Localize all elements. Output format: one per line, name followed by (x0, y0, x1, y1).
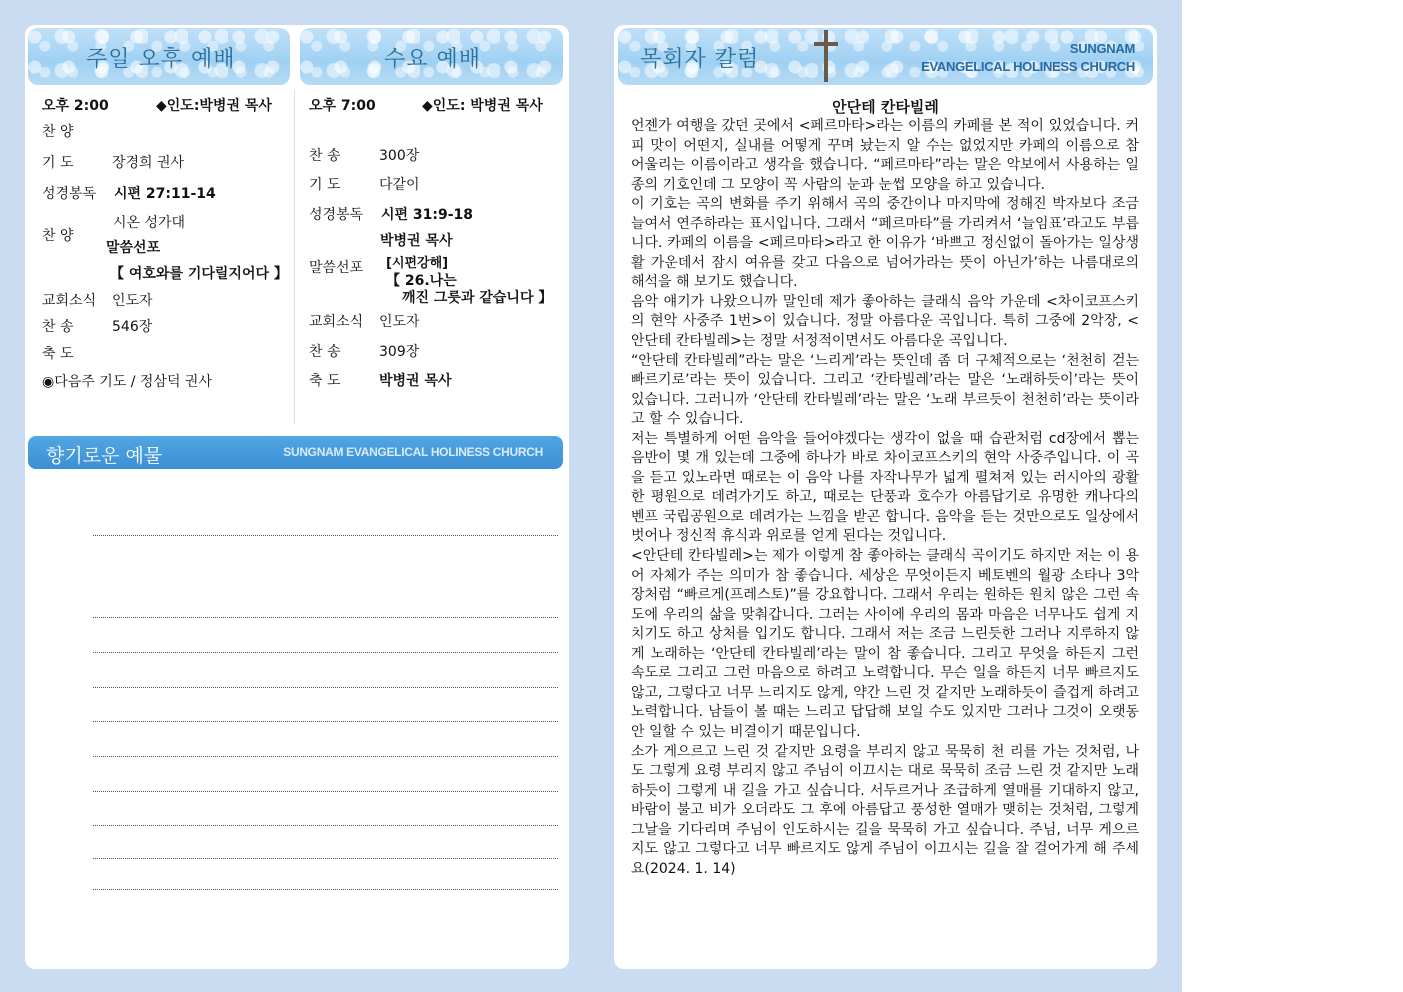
next-week-prayer: ◉다음주 기도 / 정삼덕 권사 (42, 374, 212, 390)
wednesday-service-header (300, 28, 563, 85)
program-row: 축 도 (42, 346, 74, 362)
program-row: 찬 양 (42, 228, 74, 244)
column-paragraph: 언젠가 여행을 갔던 곳에서 <페르마타>라는 이름의 카페를 본 적이 있었습니다. 커피 맛이 어떤지, 실내를 어떻게 꾸며 놨는지 알 수는 없었지만 카페의 이름으로 참 어울리는 이름이라고 생각을 했습니다. “페르마타”라는 말은 악보에서 사용하는 일종의 기호인데 그 모양이 꼭 사람의 눈과 눈썹 모양을 하고 있습니다. (631, 118, 1139, 193)
program-row: 말씀선포 (309, 260, 364, 276)
program-row: 찬 양 (42, 124, 74, 140)
column-title: 안단테 칸타빌레 (832, 98, 939, 116)
offering-line (93, 756, 558, 757)
program-row: 성경봉독 시편 27:11-14 (42, 186, 216, 202)
program-row: 찬 송 546장 (42, 319, 153, 335)
church-name-line2: EVANGELICAL HOLINESS CHURCH (921, 59, 1135, 74)
offering-line (93, 791, 558, 792)
cross-icon (824, 30, 828, 82)
offering-church-name: SUNGNAM EVANGELICAL HOLINESS CHURCH (283, 445, 543, 459)
offering-line (93, 825, 558, 826)
column-paragraph: <안단테 칸타빌레>는 제가 이렇게 참 좋아하는 클래식 곡이기도 하지만 저는 이 용어 자체가 주는 의미가 참 좋습니다. 세상은 무엇이든지 베토벤의 월광 소타나 3악장처럼 “빠르게(프레스토)”를 강요합니다. 그래서 우리는 원하든 원치 않은 그런 속도에 우리의 삶을 맞춰갑니다. 그러는 사이에 우리의 몸과 마음은 너무나도 쉽게 지치기도 하고 상처를 입기도 합니다. 그래서 저는 조금 느린듯한 그러나 지루하지 않게 노래하는 ‘안단테 칸타빌레’라는 말이 참 좋습니다. 그리고 무엇을 하든지 그런 속도로 그리고 그런 마음으로 하려고 노력합니다. 무슨 일을 하든지 너무 빠르지도 않고, 그렇다고 너무 느리지도 않게, 약간 느린 것 같지만 노래하듯이 즐겁게 하려고 노력합니다. 남들이 볼 때는 느리고 답답해 보일 수도 있지만 그러나 그것이 오랫동안 일할 수 있는 비결이기 때문입니다. (631, 548, 1139, 740)
cross-bar-icon (814, 42, 838, 46)
program-row: 찬 송 309장 (309, 344, 420, 360)
column-paragraph: “안단테 칸타빌레”라는 말은 ‘느리게’라는 뜻인데 좀 더 구체적으로는 ‘천천히 걷는 빠르기로’라는 뜻이 있습니다. 그리고 ‘칸타빌레’라는 말은 ‘노래하듯이’라는 뜻이 있습니다. 그러니까 ‘안단테 칸타빌레’라는 말은 ‘노래 부르듯이 천천히’라는 뜻이라고 할 수 있습니다. (631, 352, 1139, 428)
choir-name: 시온 성가대 (113, 215, 186, 231)
sunday-service-header (28, 28, 290, 85)
offering-line (93, 652, 558, 653)
wednesday-preacher: 박병권 목사 (380, 233, 453, 249)
offering-line (93, 687, 558, 688)
offering-line (93, 858, 558, 859)
sunday-service-title: 주일 오후 예배 (86, 47, 236, 72)
offering-line (93, 889, 558, 890)
offering-header (28, 436, 563, 469)
program-row: 교회소식 인도자 (42, 293, 153, 309)
church-name-line1: SUNGNAM (1069, 41, 1135, 56)
offering-line (93, 721, 558, 722)
program-row: 기 도 장경희 권사 (42, 155, 185, 171)
column-paragraph: 음악 얘기가 나왔으니까 말인데 제가 좋아하는 클래식 음악 가운데 <차이코프스키의 현악 사중주 1번>이 있습니다. 정말 아름다운 곡입니다. 특히 그중에 2악장, <안단테 칸타빌레>는 정말 서정적이면서도 아름다운 곡입니다. (631, 293, 1139, 350)
offering-title: 향기로운 예물 (46, 445, 163, 467)
wednesday-time: 오후 7:00 (309, 98, 376, 114)
program-row: 교회소식 인도자 (309, 314, 420, 330)
column-header (618, 28, 1153, 85)
column-divider (294, 90, 295, 424)
sermon-series: [시편강해] (386, 256, 449, 271)
sunday-time: 오후 2:00 (42, 98, 109, 114)
program-row: 기 도 다같이 (309, 177, 420, 193)
program-row: 축 도 박병권 목사 (309, 373, 452, 389)
offering-line (93, 617, 558, 618)
program-row: 성경봉독 시편 31:9-18 (309, 207, 474, 223)
sermon-label: 말씀선포 (106, 240, 161, 256)
sermon-title-line1: 【 26.나는 (386, 273, 457, 289)
program-row: 찬 송 300장 (309, 148, 420, 164)
column-paragraph: 저는 특별하게 어떤 음악을 들어야겠다는 생각이 없을 때 습관처럼 cd장에서 뽑는 음반이 몇 개 있는데 그중에 하나가 바로 차이코프스키의 현악 사중주입니다. 이 곡을 듣고 있노라면 때로는 이 음악 나를 자작나무가 넓게 펼쳐져 있는 러시아의 광활한 평원으로 데려가기도 하고, 때로는 단풍과 호수가 아름답기로 유명한 캐나다의 벤프 국립공원으로 데려가는 느낌을 받곤 합니다. 음악을 듣는 것만으로도 일상에서 벗어나 정신적 휴식과 위로를 얻게 된다는 것입니다. (631, 430, 1139, 545)
sermon-title-line2: 깨진 그릇과 같습니다 】 (402, 290, 553, 306)
column-body (631, 117, 1139, 879)
offering-line (93, 535, 558, 536)
column-paragraph: 소가 게으르고 느린 것 같지만 요령을 부리지 않고 묵묵히 천 리를 가는 것처럼, 나도 그렇게 요령 부리지 않고 주님이 이끄시는 대로 묵묵히 조금 느린 것 같지만 노래하듯이 그렇게 내 길을 가고 싶습니다. 서두르거나 조급하게 열매를 기대하지 않고, 바람이 불고 비가 오더라도 그 후에 아름답고 풍성한 열매가 맺히는 것처럼, 그렇게 그날을 기다리며 주님이 인도하시는 길을 묵묵히 가고 싶습니다. 주님, 너무 게으르지도 않고 그렇다고 너무 빠르지도 않게 주님이 이끄시는 길을 잘 걸어가게 해 주세요(2024. 1. 14) (631, 743, 1139, 877)
column-paragraph: 이 기호는 곡의 변화를 주기 위해서 곡의 중간이나 마지막에 정해진 박자보다 조금 늘여서 연주하라는 표시입니다. 그래서 “페르마타”를 가리켜서 ‘늘임표’라고도 부릅니다. 카페의 이름을 <페르마타>라고 한 이유가 ‘바쁘고 정신없이 돌아가는 일상생활 가운데서 잠시 여유를 갖고 다음으로 넘어가라는 뜻이 아닌가’하는 나름대로의 해석을 해 보기도 했습니다. (631, 196, 1139, 291)
column-header-title: 목회자 칼럼 (640, 47, 760, 72)
wednesday-leader: ◆인도: 박병권 목사 (422, 98, 543, 114)
sunday-leader: ◆인도:박병권 목사 (156, 98, 272, 114)
wednesday-service-title: 수요 예배 (384, 47, 482, 72)
sermon-title: 【 여호와를 기다릴지어다 】 (110, 266, 288, 282)
